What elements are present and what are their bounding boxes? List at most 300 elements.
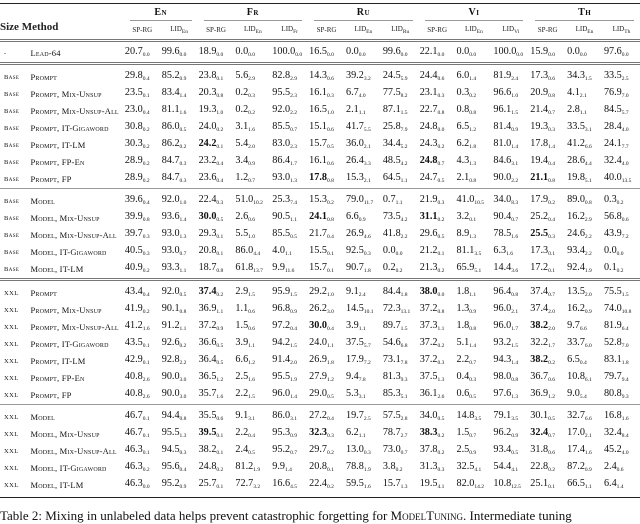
score-std: 1.4 xyxy=(469,76,477,82)
caption-model-tuning: ModelTuning xyxy=(390,508,464,523)
model-size: XXL xyxy=(4,482,19,489)
score-std: 2.1 xyxy=(579,93,587,99)
score-std: 5.9 xyxy=(400,76,408,82)
score-std: 3.1 xyxy=(290,416,297,422)
score-value: 86.2 xyxy=(161,138,180,149)
score-cell xyxy=(603,244,640,261)
score-value: 15.7 xyxy=(309,138,327,149)
score-value: 96.1 xyxy=(493,104,512,115)
score-value: 19.3 xyxy=(530,121,549,132)
score-std: 1.3 xyxy=(400,484,408,490)
score-cell xyxy=(419,210,456,227)
score-value: 93.6 xyxy=(161,211,180,222)
score-std: 0.4 xyxy=(216,178,224,184)
score-value: 56.8 xyxy=(603,211,622,222)
language-header-vi xyxy=(419,4,530,22)
score-std: 0.4 xyxy=(142,292,150,298)
results-table xyxy=(0,3,640,498)
score-cell xyxy=(271,387,308,405)
score-std: 1.1 xyxy=(326,343,334,349)
score-cell xyxy=(419,120,456,137)
score-value: 89.7 xyxy=(382,320,401,331)
score-value: 96.2 xyxy=(493,427,512,438)
score-std: 0.9 xyxy=(248,161,256,167)
score-value: 15.9 xyxy=(530,46,549,57)
score-std: 2.3 xyxy=(290,144,297,150)
score-cell xyxy=(529,64,566,87)
score-cell xyxy=(271,120,308,137)
table-row xyxy=(0,405,640,427)
score-std: 12.5 xyxy=(511,484,521,490)
score-value: 24.8 xyxy=(198,461,217,472)
model-size: XXL xyxy=(4,341,19,348)
score-std: 0.0 xyxy=(616,251,624,257)
score-value: 43.9 xyxy=(603,228,622,239)
score-cell xyxy=(566,86,603,103)
score-value: 24.7 xyxy=(419,172,438,183)
table-row xyxy=(0,120,640,137)
score-std: 0.8 xyxy=(469,110,477,116)
score-cell xyxy=(198,353,235,370)
score-cell xyxy=(345,227,382,244)
score-cell xyxy=(566,319,603,336)
score-std: 0.2 xyxy=(437,217,445,223)
score-std: 1.1 xyxy=(179,268,187,274)
score-cell xyxy=(419,443,456,460)
score-value: 81.2 xyxy=(235,461,254,472)
score-cell xyxy=(345,280,382,303)
score-value: 29.6 xyxy=(419,228,438,239)
score-std: 0.0 xyxy=(400,52,408,58)
method-header: Method xyxy=(21,21,59,33)
score-std: 3.5 xyxy=(474,416,482,422)
score-cell xyxy=(456,280,493,303)
score-std: 0.3 xyxy=(142,234,150,240)
model-size: Base xyxy=(4,249,20,256)
method-name: Prompt, IT-LM xyxy=(30,356,86,366)
score-std: 0.9 xyxy=(511,433,519,439)
score-cell xyxy=(566,64,603,87)
score-std: 2.5 xyxy=(363,416,371,422)
score-value: 36.0 xyxy=(345,138,364,149)
score-cell xyxy=(198,137,235,154)
method-name: Prompt, IT-Gigaword xyxy=(30,123,109,133)
score-std: 1.3 xyxy=(469,234,477,240)
table-row xyxy=(0,280,640,303)
score-std: 2.1 xyxy=(511,309,519,315)
score-std: 0.3 xyxy=(326,433,334,439)
score-cell xyxy=(345,154,382,171)
score-cell xyxy=(382,227,419,244)
score-cell xyxy=(124,261,161,280)
score-value: 31.3 xyxy=(419,461,438,472)
score-std: 0.2 xyxy=(216,127,224,133)
score-value: 54.6 xyxy=(382,337,401,348)
score-std: 0.4 xyxy=(326,326,334,332)
score-value: 31.1 xyxy=(419,211,438,222)
score-value: 19.7 xyxy=(345,410,364,421)
score-cell xyxy=(308,261,345,280)
table-row xyxy=(0,137,640,154)
score-std: 0.9 xyxy=(216,326,224,332)
method-name: Prompt, Mix-Unsup-All xyxy=(30,106,119,116)
score-std: 1.5 xyxy=(584,76,592,82)
score-cell xyxy=(419,370,456,387)
score-cell xyxy=(382,460,419,477)
table-row xyxy=(0,244,640,261)
score-value: 22.4 xyxy=(198,194,217,205)
score-value: 6.7 xyxy=(345,87,359,98)
score-value: 9.9 xyxy=(272,262,285,273)
score-std: 0.2 xyxy=(395,268,403,274)
size-method-header xyxy=(0,21,124,41)
score-std: 2.6 xyxy=(142,377,150,383)
score-cell xyxy=(566,244,603,261)
score-value: 80.8 xyxy=(603,388,622,399)
score-cell xyxy=(161,154,198,171)
score-value: 15.3 xyxy=(309,194,327,205)
score-value: 94.2 xyxy=(272,337,291,348)
score-value: 83.0 xyxy=(272,138,291,149)
score-cell xyxy=(161,387,198,405)
score-std: 3.3 xyxy=(363,161,371,167)
model-size: XXL xyxy=(4,375,19,382)
score-cell xyxy=(419,154,456,171)
score-value: 9.0 xyxy=(567,388,580,399)
score-cell xyxy=(492,405,529,427)
score-value: 23.2 xyxy=(198,155,217,166)
score-cell xyxy=(124,405,161,427)
score-cell xyxy=(456,137,493,154)
score-std: 3.2 xyxy=(253,484,261,490)
score-std: 10.5 xyxy=(474,200,484,206)
score-value: 36.6 xyxy=(198,337,217,348)
score-value: 0.2 xyxy=(382,262,396,273)
score-std: 0.2 xyxy=(142,268,150,274)
score-cell xyxy=(345,387,382,405)
score-cell xyxy=(492,171,529,189)
score-value: 24.5 xyxy=(382,70,401,81)
score-cell xyxy=(234,405,271,427)
score-cell xyxy=(198,227,235,244)
score-std: 0.8 xyxy=(179,416,187,422)
metric-language: En xyxy=(255,29,262,35)
score-value: 1.3 xyxy=(456,303,470,314)
score-std: 0.5 xyxy=(326,144,334,150)
score-std: 7.4 xyxy=(290,200,297,206)
score-cell xyxy=(492,261,529,280)
metric-name: LID xyxy=(354,25,367,33)
score-value: 86.0 xyxy=(272,410,291,421)
score-cell xyxy=(161,302,198,319)
score-std: 0.5 xyxy=(179,292,187,298)
score-value: 0.2 xyxy=(235,104,249,115)
score-value: 0.0 xyxy=(345,46,359,57)
score-std: 0.8 xyxy=(584,200,592,206)
model-size: XXL xyxy=(4,465,19,472)
score-cell xyxy=(456,319,493,336)
score-cell xyxy=(124,302,161,319)
model-size: Base xyxy=(4,91,20,98)
score-value: 33.5 xyxy=(603,70,622,81)
score-cell xyxy=(161,477,198,498)
score-value: 23.0 xyxy=(124,104,143,115)
score-value: 24.4 xyxy=(419,70,438,81)
score-cell xyxy=(308,477,345,498)
score-std: 7.0 xyxy=(621,343,629,349)
score-std: 0.1 xyxy=(548,484,555,490)
score-value: 57.5 xyxy=(382,410,401,421)
score-std: 4.2 xyxy=(400,161,408,167)
score-std: 0.8 xyxy=(548,93,555,99)
score-std: 2.4 xyxy=(358,292,366,298)
score-cell xyxy=(308,86,345,103)
score-cell xyxy=(234,171,271,189)
score-cell xyxy=(345,41,382,64)
score-std: 13.7 xyxy=(253,268,263,274)
score-cell xyxy=(271,302,308,319)
score-value: 41.2 xyxy=(124,320,143,331)
score-std: 1.7 xyxy=(511,326,519,332)
metric-header xyxy=(382,21,419,41)
score-cell xyxy=(308,171,345,189)
score-std: 0.5 xyxy=(179,127,187,133)
score-cell xyxy=(124,120,161,137)
score-std: 6.8 xyxy=(400,343,408,349)
score-std: 0.6 xyxy=(248,309,256,315)
score-value: 3.2 xyxy=(456,211,470,222)
score-value: 48.5 xyxy=(382,155,401,166)
score-std: 0.2 xyxy=(326,484,334,490)
table-row xyxy=(0,319,640,336)
score-cell xyxy=(161,227,198,244)
score-std: 8.2 xyxy=(400,93,408,99)
score-cell xyxy=(124,477,161,498)
table-row xyxy=(0,227,640,244)
score-cell xyxy=(382,353,419,370)
score-value: 26.9 xyxy=(345,228,364,239)
score-value: 29.7 xyxy=(309,444,327,455)
row-group xyxy=(0,280,640,405)
score-value: 97.6 xyxy=(603,46,622,57)
score-std: 0.1 xyxy=(142,343,150,349)
table-row xyxy=(0,460,640,477)
score-std: 6.1 xyxy=(584,377,592,383)
score-value: 24.0 xyxy=(198,121,217,132)
score-cell xyxy=(603,302,640,319)
score-value: 20.9 xyxy=(530,87,549,98)
score-value: 25.3 xyxy=(272,194,291,205)
model-size: Base xyxy=(4,74,20,81)
score-cell xyxy=(603,120,640,137)
score-std: 7.8 xyxy=(358,377,366,383)
score-std: 2.2 xyxy=(400,234,408,240)
score-value: 34.4 xyxy=(382,138,401,149)
method-name: Prompt, IT-LM xyxy=(30,140,86,150)
score-std: 2.2 xyxy=(179,360,187,366)
score-value: 24.0 xyxy=(309,337,327,348)
score-std: 0.5 xyxy=(511,450,519,456)
score-value: 92.4 xyxy=(567,262,585,273)
score-cell xyxy=(456,210,493,227)
score-cell xyxy=(308,387,345,405)
score-std: 1.4 xyxy=(179,217,187,223)
score-cell xyxy=(198,171,235,189)
score-cell xyxy=(529,137,566,154)
score-std: 0.0 xyxy=(142,52,150,58)
score-cell xyxy=(345,86,382,103)
language-label: En xyxy=(130,7,192,21)
score-value: 100.0 xyxy=(493,46,517,57)
score-value: 20.7 xyxy=(124,46,143,57)
score-value: 27.9 xyxy=(309,371,327,382)
score-value: 89.0 xyxy=(567,194,585,205)
score-std: 1.0 xyxy=(216,110,224,116)
table-row xyxy=(0,477,640,498)
score-std: 1.6 xyxy=(511,234,519,240)
score-cell xyxy=(345,477,382,498)
score-cell xyxy=(161,405,198,427)
table-caption xyxy=(0,508,640,524)
score-std: 1.5 xyxy=(621,292,629,298)
score-cell xyxy=(603,210,640,227)
score-value: 0.4 xyxy=(456,371,470,382)
score-std: 2.2 xyxy=(584,234,592,240)
metric-header xyxy=(271,21,308,41)
score-std: 0.0 xyxy=(579,52,587,58)
score-value: 78.5 xyxy=(493,228,512,239)
score-value: 73.1 xyxy=(382,354,401,365)
score-std: 1.5 xyxy=(290,292,297,298)
score-cell xyxy=(161,336,198,353)
score-cell xyxy=(382,387,419,405)
score-std: 0.0 xyxy=(358,52,366,58)
score-std: 1.6 xyxy=(248,127,256,133)
score-value: 8.9 xyxy=(456,228,470,239)
score-value: 42.9 xyxy=(124,354,143,365)
score-std: 0.0 xyxy=(395,251,403,257)
score-cell xyxy=(566,227,603,244)
score-cell xyxy=(234,154,271,171)
score-std: 0.8 xyxy=(511,292,519,298)
score-std: 1.4 xyxy=(285,467,292,473)
row-group xyxy=(0,41,640,64)
score-std: 5.2 xyxy=(400,144,408,150)
score-std: 0.1 xyxy=(326,251,334,257)
score-cell xyxy=(566,280,603,303)
score-cell xyxy=(308,154,345,171)
score-value: 20.8 xyxy=(309,461,327,472)
score-cell xyxy=(124,41,161,64)
score-value: 2.2 xyxy=(456,354,470,365)
score-value: 96.0 xyxy=(493,303,512,314)
score-value: 76.9 xyxy=(603,87,622,98)
score-cell xyxy=(603,477,640,498)
score-value: 82.0 xyxy=(456,478,475,489)
score-value: 37.8 xyxy=(419,444,438,455)
score-std: 1.3 xyxy=(179,234,187,240)
score-std: 2.7 xyxy=(400,433,408,439)
score-std: 5.1 xyxy=(584,178,592,184)
score-value: 2.5 xyxy=(235,371,249,382)
score-cell xyxy=(234,426,271,443)
language-header-th xyxy=(529,4,640,22)
score-cell xyxy=(492,103,529,120)
score-cell xyxy=(345,189,382,211)
score-value: 13.5 xyxy=(567,286,585,297)
score-value: 90.0 xyxy=(161,388,180,399)
score-value: 15.3 xyxy=(345,172,364,183)
score-value: 14.5 xyxy=(345,303,364,314)
score-std: 1.2 xyxy=(548,394,555,400)
score-std: 8.3 xyxy=(511,200,519,206)
score-std: 6.4 xyxy=(621,326,629,332)
score-cell xyxy=(124,244,161,261)
score-cell xyxy=(529,302,566,319)
score-cell xyxy=(419,302,456,319)
score-value: 22.8 xyxy=(530,461,549,472)
score-value: 16.2 xyxy=(567,211,585,222)
score-std: 0.5 xyxy=(248,450,256,456)
score-cell xyxy=(124,280,161,303)
score-cell xyxy=(382,319,419,336)
score-value: 78.7 xyxy=(382,427,401,438)
score-cell xyxy=(603,86,640,103)
score-cell xyxy=(603,336,640,353)
score-value: 59.5 xyxy=(345,478,364,489)
score-cell xyxy=(161,120,198,137)
score-std: 1.1 xyxy=(358,326,366,332)
score-std: 1.7 xyxy=(290,161,297,167)
score-cell xyxy=(566,460,603,477)
score-value: 96.0 xyxy=(272,388,291,399)
score-cell xyxy=(382,280,419,303)
score-value: 28.9 xyxy=(124,172,143,183)
score-value: 32.5 xyxy=(456,461,475,472)
score-std: 3.6 xyxy=(511,268,519,274)
score-cell xyxy=(234,227,271,244)
score-std: 1.8 xyxy=(621,360,629,366)
score-cell xyxy=(124,336,161,353)
method-name: Prompt, FP xyxy=(30,390,72,400)
score-cell xyxy=(198,154,235,171)
score-value: 83.1 xyxy=(603,354,622,365)
score-cell xyxy=(566,426,603,443)
score-value: 64.5 xyxy=(382,172,401,183)
score-value: 17.3 xyxy=(530,70,549,81)
score-cell xyxy=(382,154,419,171)
score-std: 2.9 xyxy=(248,76,256,82)
score-value: 92.0 xyxy=(161,194,180,205)
score-std: 0.0 xyxy=(437,52,445,58)
score-value: 4.0 xyxy=(272,245,285,256)
score-cell xyxy=(271,86,308,103)
score-value: 9.1 xyxy=(235,410,249,421)
score-value: 23.8 xyxy=(198,70,217,81)
score-std: 1.4 xyxy=(511,144,519,150)
method-name: Prompt, FP xyxy=(30,174,72,184)
score-cell xyxy=(492,319,529,336)
score-std: 0.2 xyxy=(548,467,555,473)
score-value: 52.8 xyxy=(603,337,622,348)
score-std: 0.5 xyxy=(216,360,224,366)
language-label: Ru xyxy=(314,7,413,21)
model-size: XXL xyxy=(4,358,19,365)
metric-name: LID xyxy=(391,25,403,33)
score-std: 0.3 xyxy=(363,450,371,456)
score-std: 0.6 xyxy=(616,467,624,473)
score-value: 95.5 xyxy=(161,427,180,438)
